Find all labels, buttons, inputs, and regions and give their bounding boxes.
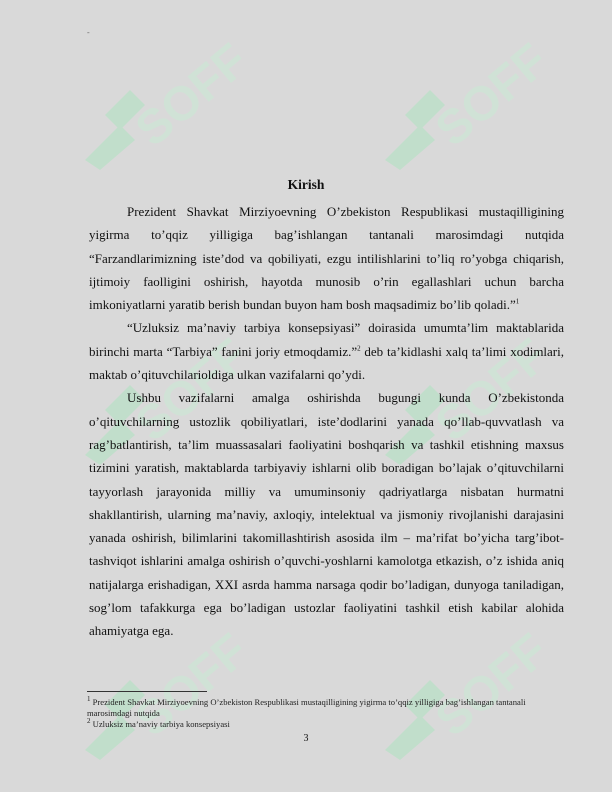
footnote <box>87 719 567 730</box>
watermark-text: SOFF <box>126 335 245 452</box>
page-number: 3 <box>303 733 309 744</box>
corner-mark: - <box>87 28 90 37</box>
footnote-ref[interactable]: 1 <box>515 297 520 306</box>
paragraph-text: Prezident Shavkat Mirziyoevning O’zbekiston Respublikasi mustaqilligining yigirma to’qqiz yilligiga bag’ishlangan tantanali marosimdagi nutqida “Farzandlarimizning iste’dod va qobiliyati, ezgu intilishlarini to’liq ro’yobga chiqarish, ijtimoiy faolligini oshirish, hayotda munosib o’rin egallashlari uchun barcha imkoniyatlarni yaratib berish bundan buyon ham bosh maqsadimiz bo’lib qoladi.” <box>89 204 564 313</box>
watermark-text: SOFF <box>426 335 545 452</box>
footnote-number: 2 <box>87 717 91 726</box>
footnote-text: Prezident Shavkat Mirziyoevning O’zbekiston Respublikasi mustaqilligining yigirma to’qqiz yilligiga bag’ishlangan tantanali marosimdagi nutqida <box>87 697 526 718</box>
paragraph-text: “Uzluksiz ma’naviy tarbiya konsepsiyasi” doirasida umumta’lim maktablarida birinchi marta “Tarbiya” fanini joriy etmoqdamiz.” <box>89 320 564 359</box>
paragraph-text: Ushbu vazifalarni amalga oshirishda bugungi kunda O’zbekistonda o’qituvchilarning ustozlik qobiliyatlari, iste’dodlarini yanada qo’llab-quvvatlash va rag’batlantirish, ta’lim muassasalari faoliyatini boshqarish va tashkil etishning maxsus tizimini yaratish, maktablarda tarbiyaviy ishlarni olib boradigan bo’lajak o’qituvchilarni tayyorlash jarayonida milliy va umuminsoniy qadriyatlarga nisbatan hurmatni shakllantirish, ularning ma’naviy, axloqiy, intelektual va jismoniy rivojlanishi darajasini yanada oshirish, bilimlarini takomillashtirish asosida ilm – ma’rifat bo’yicha targ’ibot-tashviqot ishlarini amalga oshirish o’quvchi-yoshlarni kamolotga etkazish, o’z ishida aniq natijalarga erishadigan, XXI asrda hamma narsaga qodir bo’ladigan, dunyoga taniladigan, sog’lom tafakkurga ega bo’ladigan ustozlar faoliyatini tashkil etish kabilar alohida ahamiyatga ega. <box>89 390 564 639</box>
page-title: Kirish <box>287 177 325 192</box>
watermark-text: SOFF <box>426 630 545 747</box>
footnote-number: 1 <box>87 695 91 704</box>
soff-watermark <box>375 40 545 170</box>
paragraph <box>89 200 564 316</box>
body-text <box>89 200 564 643</box>
watermark-text: SOFF <box>126 40 245 157</box>
soff-watermark <box>75 40 245 170</box>
watermark-text: SOFF <box>426 40 545 157</box>
paragraph-text-continued: deb ta’kidlashi xalq ta’limi xodimlari, maktab o’qituvchilarioldiga ulkan vazifalarni qo’ydi. <box>89 343 564 383</box>
paragraph <box>89 316 564 386</box>
watermark-text: SOFF <box>126 630 245 747</box>
footnote-ref[interactable]: 2 <box>357 344 361 353</box>
footnotes <box>87 697 567 730</box>
footnote-text: Uzluksiz ma’naviy tarbiya konsepsiyasi <box>92 719 230 729</box>
footnote-separator <box>87 691 207 692</box>
paragraph <box>89 386 564 642</box>
footnote <box>87 697 567 719</box>
